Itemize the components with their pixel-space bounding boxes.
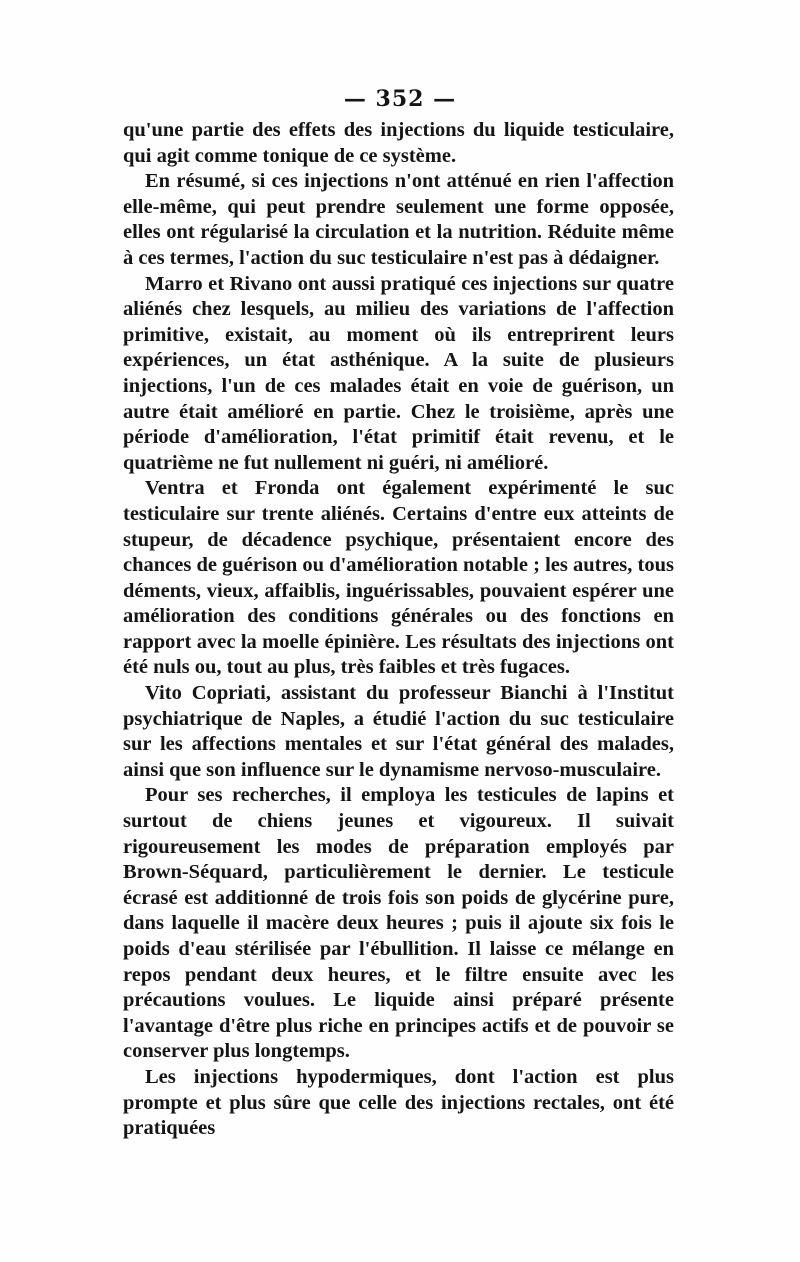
paragraph: Vito Copriati, assistant du professeur Bianchi à l'Institut psychiatrique de Naples, a étudié l'action du suc testiculaire sur les affections mentales et sur l'état général des malades, ainsi que son influence sur le dynamisme nervoso-musculaire. — [123, 682, 674, 781]
paragraph: En résumé, si ces injections n'ont atténué en rien l'affection elle-même, qui peut prendre seulement une forme opposée, elles ont régularisé la circulation et la nutrition. Réduite même à ces termes, l'action du suc testiculaire n'est pas à dédaigner. — [123, 170, 674, 269]
paragraph: Les injections hypodermiques, dont l'action est plus prompte et plus sûre que celle des injections rectales, ont été pratiquées — [123, 1065, 674, 1140]
paragraph: Pour ses recherches, il employa les testicules de lapins et surtout de chiens jeunes et vigoureux. Il suivait rigoureusement les modes de préparation employés par Brown-Séquard, particulièrement le dernier. Le testicule écrasé est additionné de trois fois son poids de glycérine pure, dans laquelle il macère deux heures ; puis il ajoute six fois le poids d'eau stérilisée par l'ébullition. Il laisse ce mélange en repos pendant deux heures, et le filtre ensuite avec les précautions voulues. Le liquide ainsi préparé présente l'avantage d'être plus riche en principes actifs et de pouvoir se conserver plus longtemps. — [123, 784, 674, 1063]
paragraph: Marro et Rivano ont aussi pratiqué ces injections sur quatre aliénés chez lesquels, au milieu des variations de l'affection primitive, existait, au moment où ils entreprirent leurs expériences, un état asthénique. A la suite de plusieurs injections, l'un de ces malades était en voie de guérison, un autre était amélioré en partie. Chez le troisième, après une période d'amélioration, l'état primitif était revenu, et le quatrième ne fut nullement ni guéri, ni amélioré. — [123, 272, 674, 474]
body-text — [123, 118, 674, 1142]
paragraph: qu'une partie des effets des injections du liquide testiculaire, qui agit comme tonique de ce système. — [123, 119, 674, 167]
page-number: — 352 — — [343, 86, 457, 112]
paragraph: Ventra et Fronda ont également expérimenté le suc testiculaire sur trente aliénés. Certains d'entre eux atteints de stupeur, de décadence psychique, présentaient encore des chances de guérison ou d'amélioration notable ; les autres, tous déments, vieux, affaiblis, inguérissables, pouvaient espérer une amélioration des conditions générales ou des fonctions en rapport avec la moelle épinière. Les résultats des injections ont été nuls ou, tout au plus, très faibles et très fugaces. — [123, 477, 674, 679]
